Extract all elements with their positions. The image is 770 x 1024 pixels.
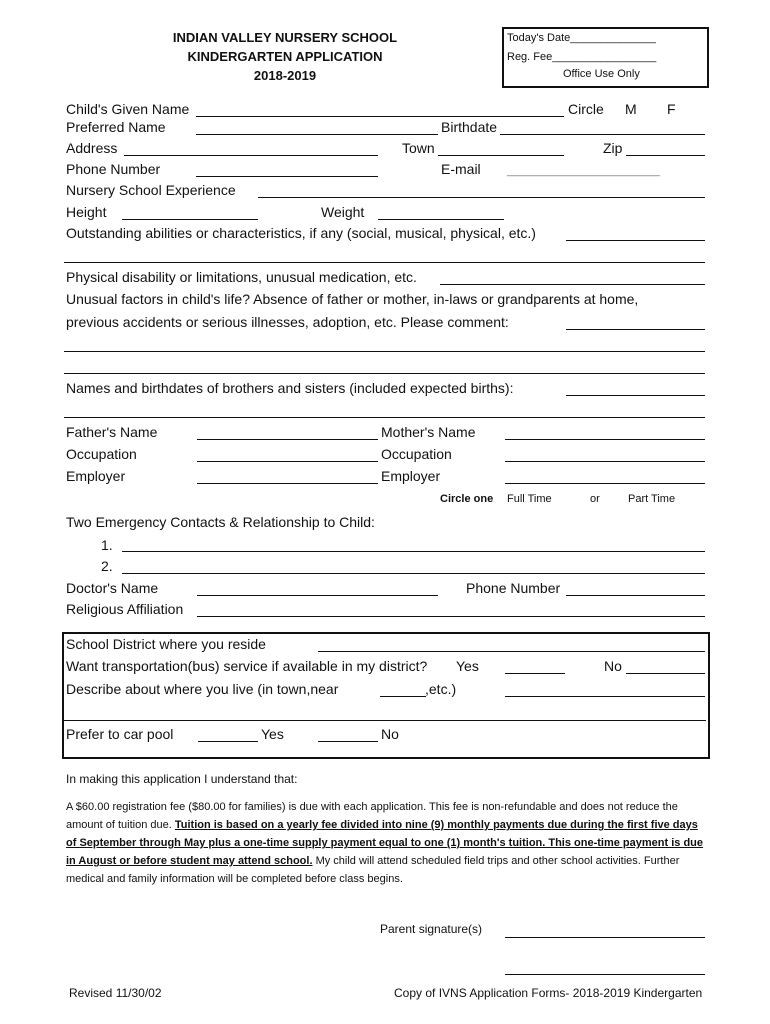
doctor-phone-line[interactable] <box>566 595 705 596</box>
town-line[interactable] <box>438 155 564 156</box>
outstanding-line[interactable] <box>566 240 705 241</box>
emergency-1-number: 1. <box>101 537 113 553</box>
transport-no-line[interactable] <box>626 673 705 674</box>
signature-label: Parent signature(s) <box>380 922 483 936</box>
carpool-yes-label: Yes <box>261 726 284 742</box>
describe-label: Describe about where you live (in town,near <box>66 681 339 697</box>
district-label: School District where you reside <box>66 636 266 652</box>
siblings-line-2[interactable] <box>64 417 705 418</box>
copy-note: Copy of IVNS Application Forms- 2018-2019 Kindergarten <box>394 986 703 1000</box>
circle-one-label: Circle one <box>440 493 494 505</box>
weight-line[interactable] <box>378 219 504 220</box>
doctor-line[interactable] <box>197 595 438 596</box>
carpool-no-label: No <box>381 726 399 742</box>
female-option[interactable]: F <box>667 101 676 117</box>
signature-line-1[interactable] <box>505 937 705 938</box>
emergency-2-number: 2. <box>101 558 113 574</box>
fathers-name-line[interactable] <box>197 439 378 440</box>
todays-date-field: Today's Date______________ <box>507 32 656 44</box>
nursery-experience-label: Nursery School Experience <box>66 182 236 198</box>
doctor-phone-label: Phone Number <box>466 580 561 596</box>
carpool-label: Prefer to car pool <box>66 726 174 742</box>
transport-yes-label: Yes <box>456 658 479 674</box>
school-year: 2018-2019 <box>253 68 317 83</box>
preferred-name-label: Preferred Name <box>66 119 166 135</box>
preferred-name-line[interactable] <box>196 134 438 135</box>
terms-text-1: A $60.00 registration fee ($80.00 for families) is due with each application. This fee is non-refundable and does not reduce the amount of tuition due. <box>66 801 678 831</box>
terms-intro: In making this application I understand that: <box>66 772 298 786</box>
revised-date: Revised 11/30/02 <box>69 986 162 1000</box>
part-time-option[interactable]: Part Time <box>628 493 676 505</box>
fathers-name-label: Father's Name <box>66 424 158 440</box>
birthdate-line[interactable] <box>500 134 705 135</box>
previous-line[interactable] <box>566 329 705 330</box>
circle-label: Circle <box>568 101 604 117</box>
emergency-1-line[interactable] <box>122 551 705 552</box>
comment-line-2[interactable] <box>64 373 705 374</box>
carpool-no-line[interactable] <box>318 741 378 742</box>
father-occupation-line[interactable] <box>197 461 378 462</box>
religious-label: Religious Affiliation <box>66 601 184 617</box>
address-line[interactable] <box>124 155 378 156</box>
father-occupation-label: Occupation <box>66 446 137 462</box>
mother-occupation-line[interactable] <box>505 461 705 462</box>
or-label: or <box>590 493 600 505</box>
unusual-label: Unusual factors in child's life? Absence of father or mother, in-laws or grandparents at home, <box>66 291 639 307</box>
school-name: INDIAN VALLEY NURSERY SCHOOL <box>172 30 398 45</box>
terms-text-2: My child will attend scheduled field trips and other school activities. Further medical and family information will be completed before class begins. <box>66 855 680 885</box>
emergency-label: Two Emergency Contacts & Relationship to Child: <box>66 514 375 530</box>
signature-line-2[interactable] <box>505 974 705 975</box>
describe-near-line[interactable] <box>380 696 426 697</box>
phone-label: Phone Number <box>66 161 161 177</box>
physical-label: Physical disability or limitations, unusual medication, etc. <box>66 269 417 285</box>
box-divider <box>64 720 706 721</box>
siblings-line[interactable] <box>566 395 705 396</box>
comment-line-1[interactable] <box>64 351 705 352</box>
mother-employer-line[interactable] <box>505 483 705 484</box>
terms-tuition-bold: Tuition is based on a yearly fee divided into nine (9) monthly payments due during the first five days of September through May plus a one-time supply payment equal to one (1) month's tuition. This one-time payment is due in August or before student may attend school. <box>66 819 704 867</box>
emergency-2-line[interactable] <box>122 573 705 574</box>
phone-line[interactable] <box>196 176 378 177</box>
physical-line[interactable] <box>440 284 705 285</box>
weight-label: Weight <box>321 204 365 220</box>
email-line[interactable]: _________________________ <box>507 165 660 177</box>
mother-employer-label: Employer <box>381 468 441 484</box>
doctor-label: Doctor's Name <box>66 580 159 596</box>
height-line[interactable] <box>122 219 258 220</box>
height-label: Height <box>66 204 107 220</box>
zip-line[interactable] <box>626 155 705 156</box>
previous-label: previous accidents or serious illnesses, adoption, etc. Please comment: <box>66 314 509 330</box>
outstanding-line-2[interactable] <box>64 262 705 263</box>
birthdate-label: Birthdate <box>441 119 498 135</box>
terms-paragraph <box>66 798 706 888</box>
male-option[interactable]: M <box>625 101 637 117</box>
mothers-name-line[interactable] <box>505 439 705 440</box>
transport-yes-line[interactable] <box>505 673 565 674</box>
father-employer-label: Employer <box>66 468 126 484</box>
reg-fee-field: Reg. Fee_________________ <box>507 51 657 63</box>
transport-label: Want transportation(bus) service if available in my district? <box>66 658 428 674</box>
mothers-name-label: Mother's Name <box>381 424 476 440</box>
zip-label: Zip <box>603 140 623 156</box>
father-employer-line[interactable] <box>197 483 378 484</box>
outstanding-label: Outstanding abilities or characteristics, if any (social, musical, physical, etc.) <box>66 225 536 241</box>
siblings-label: Names and birthdates of brothers and sisters (included expected births): <box>66 380 514 396</box>
transport-no-label: No <box>604 658 622 674</box>
form-title: KINDERGARTEN APPLICATION <box>187 49 383 64</box>
district-line[interactable] <box>318 651 705 652</box>
carpool-yes-line[interactable] <box>198 741 258 742</box>
religious-line[interactable] <box>197 616 705 617</box>
childs-name-label: Child's Given Name <box>66 101 190 117</box>
email-label: E-mail <box>441 161 481 177</box>
full-time-option[interactable]: Full Time <box>507 493 552 505</box>
town-label: Town <box>402 140 435 156</box>
mother-occupation-label: Occupation <box>381 446 452 462</box>
nursery-experience-line[interactable] <box>258 197 705 198</box>
office-use-label: Office Use Only <box>563 68 640 80</box>
address-label: Address <box>66 140 118 156</box>
describe-etc: ,etc.) <box>425 681 457 697</box>
childs-name-line[interactable] <box>196 116 564 117</box>
describe-line[interactable] <box>505 696 705 697</box>
